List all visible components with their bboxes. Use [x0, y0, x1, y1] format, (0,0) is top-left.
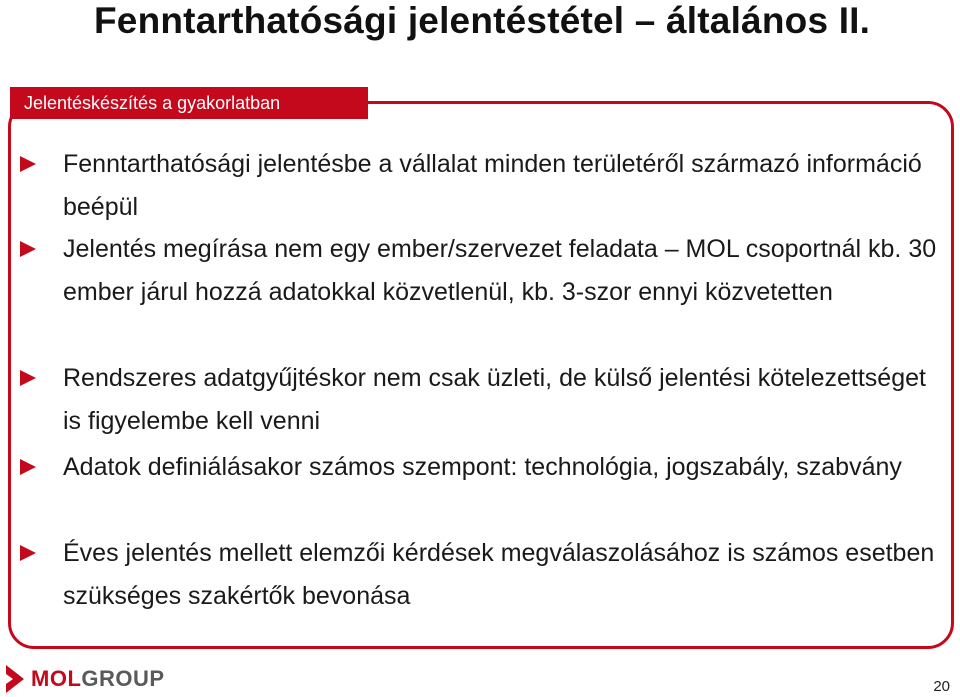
triangle-bullet-icon	[20, 156, 36, 172]
section-tab: Jelentéskészítés a gyakorlatban	[10, 87, 368, 119]
mol-logo-mark-icon	[6, 665, 24, 693]
bullet-text: Fenntarthatósági jelentésbe a vállalat minden területéről származó információ beépül	[63, 150, 922, 221]
triangle-bullet-icon	[20, 545, 36, 561]
triangle-bullet-icon	[20, 370, 36, 386]
slide-title: Fenntarthatósági jelentéstétel – általános II.	[94, 0, 871, 41]
bullet-text: Jelentés megírása nem egy ember/szervezet feladata – MOL csoportnál kb. 30 ember járul hozzá adatokkal közvetlenül, kb. 3-szor ennyi közvetetten	[63, 235, 937, 306]
bullet-text: Rendszeres adatgyűjtéskor nem csak üzleti, de külső jelentési kötelezettséget is figyelembe kell venni	[63, 364, 926, 435]
bullet-item	[20, 228, 940, 313]
logo-text-group: GROUP	[81, 666, 165, 691]
logo-text-mol: MOL	[31, 666, 82, 691]
triangle-bullet-icon	[20, 459, 36, 475]
bullet-item	[20, 143, 940, 228]
bullet-text: Éves jelentés mellett elemzői kérdések megválaszolásához is számos esetben szükséges szakértők bevonása	[63, 539, 935, 610]
bullet-item	[20, 532, 940, 617]
bullet-text: Adatok definiálásakor számos szempont: technológia, jogszabály, szabvány	[63, 453, 902, 481]
logo-text	[31, 666, 165, 692]
mol-group-logo	[6, 664, 165, 694]
bullet-item	[20, 446, 940, 489]
bullet-item	[20, 357, 940, 442]
triangle-bullet-icon	[20, 241, 36, 257]
page-number: 20	[933, 678, 950, 695]
